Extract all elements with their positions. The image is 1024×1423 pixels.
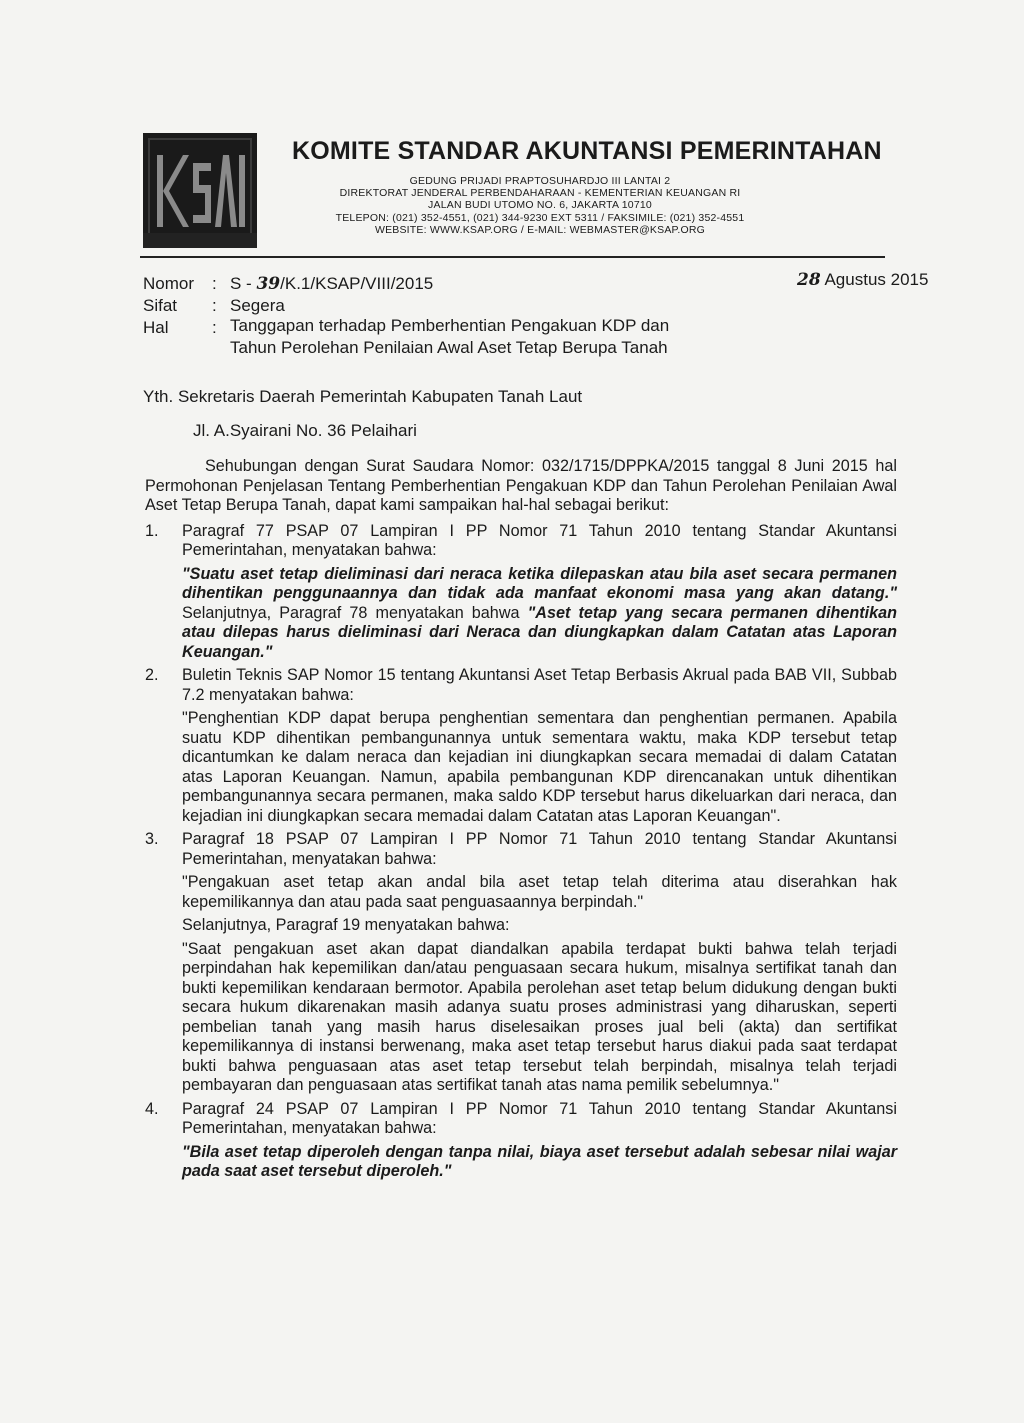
nomor-handwritten: 39 bbox=[256, 274, 281, 294]
item-quote: "Bila aset tetap diperoleh dengan tanpa nilai, biaya aset tersebut adalah sebesar nilai wajar pada saat aset tersebut diperoleh." bbox=[182, 1142, 897, 1180]
item-continuation: Selanjutnya, Paragraf 19 menyatakan bahwa: bbox=[182, 916, 510, 934]
intro-paragraph: Sehubungan dengan Surat Saudara Nomor: 032/1715/DPPKA/2015 tanggal 8 Juni 2015 hal Permohonan Penjelasan Tentang Pemberhentian Pengakuan KDP dan Tahun Perolehan Penilaian Awal Aset Tetap Berupa Tanah, dapat kami sampaikan hal-hal sebagai berikut: bbox=[145, 457, 897, 514]
letter-date bbox=[797, 270, 928, 290]
colon: : bbox=[212, 274, 217, 293]
quote-text: "Suatu aset tetap dieliminasi dari neraca ketika dilepaskan atau bila aset secara permanen dihentikan penggunaannya dan tidak ada manfaat ekonomi masa yang akan datang." bbox=[182, 564, 897, 602]
quote-text: "Aset tetap yang secara permanen dihentikan atau dilepas harus dieliminasi dari Neraca dan diungkapkan dalam Catatan atas Laporan Keuangan." bbox=[182, 603, 898, 661]
item-number: 4. bbox=[145, 1099, 159, 1118]
ksap-logo bbox=[143, 133, 257, 248]
list-item bbox=[145, 666, 897, 826]
nomor-prefix: S - bbox=[230, 274, 252, 293]
item-quote: "Pengakuan aset tetap akan andal bila aset tetap telah diterima atau diserahkan hak kepemilikannya dan atau pada saat penguasaannya berpindah." bbox=[182, 873, 897, 911]
hal-label: Hal bbox=[143, 318, 169, 337]
date-month-year: Agustus 2015 bbox=[824, 270, 929, 289]
item-number: 3. bbox=[145, 830, 159, 848]
hal-line-2: Tahun Perolehan Penilaian Awal Aset Tetap Berupa Tanah bbox=[230, 338, 668, 357]
nomor-value bbox=[230, 273, 433, 295]
list-item bbox=[145, 522, 897, 663]
list-item bbox=[145, 1100, 897, 1182]
item-lead: Paragraf 18 PSAP 07 Lampiran I PP Nomor 71 Tahun 2010 tentang Standar Akuntansi Pemerintahan, menyatakan bahwa: bbox=[182, 830, 897, 868]
date-handwritten-day: 28 bbox=[797, 270, 821, 290]
item-lead: Paragraf 24 PSAP 07 Lampiran I PP Nomor 71 Tahun 2010 tentang Standar Akuntansi Pemerintahan, menyatakan bahwa: bbox=[182, 1099, 897, 1137]
address-line: WEBSITE: WWW.KSAP.ORG / E-MAIL: WEBMASTER@KSAP.ORG bbox=[374, 224, 706, 236]
ksap-logo-mark bbox=[143, 133, 257, 248]
item-quote bbox=[182, 565, 897, 663]
list-item bbox=[145, 830, 897, 1096]
connector-text: Selanjutnya, Paragraf 78 menyatakan bahwa bbox=[182, 603, 528, 622]
letter-body bbox=[145, 457, 897, 1186]
address-line: TELEPON: (021) 352-4551, (021) 344-9230 EXT 5311 / FAKSIMILE: (021) 352-4551 bbox=[335, 212, 745, 224]
sifat-value: Segera bbox=[230, 296, 285, 315]
item-lead: Buletin Teknis SAP Nomor 15 tentang Akuntansi Aset Tetap Berbasis Akrual pada BAB VII, Subbab 7.2 menyatakan bahwa: bbox=[182, 666, 897, 704]
address-line: GEDUNG PRIJADI PRAPTOSUHARDJO III LANTAI 2 bbox=[409, 175, 671, 187]
item-number: 2. bbox=[145, 666, 159, 684]
letterhead-divider bbox=[140, 256, 885, 258]
organization-name: KOMITE STANDAR AKUNTANSI PEMERINTAHAN bbox=[292, 137, 882, 165]
nomor-suffix: /K.1/KSAP/VIII/2015 bbox=[280, 274, 434, 293]
nomor-label: Nomor bbox=[143, 274, 195, 293]
sifat-label: Sifat bbox=[143, 296, 178, 315]
item-number: 1. bbox=[145, 521, 159, 540]
colon: : bbox=[212, 318, 217, 337]
item-quote: "Penghentian KDP dapat berupa penghentian sementara dan penghentian permanen. Apabila suatu KDP dihentikan pembangunannya untuk sementara waktu, maka KDP tersebut tetap dicantumkan ke dalam neraca dan kejadian ini diungkapkan secara memadai di dalam Catatan atas Laporan Keuangan. Namun, apabila pembangunan KDP direncanakan untuk dihentikan pembangunannya secara permanen, maka saldo KDP tersebut harus dikeluarkan dari neraca, dan kejadian ini diungkapkan secara memadai dalam Catatan atas Laporan Keuangan". bbox=[182, 709, 897, 825]
colon: : bbox=[212, 296, 217, 315]
address-line: JALAN BUDI UTOMO NO. 6, JAKARTA 10710 bbox=[428, 199, 652, 211]
recipient-address: Jl. A.Syairani No. 36 Pelaihari bbox=[193, 421, 417, 440]
item-quote: "Saat pengakuan aset akan dapat diandalkan apabila terdapat bukti bahwa telah terjadi perpindahan hak kepemilikan dan/atau penguasaan secara hukum, misalnya sertifikat tanah dan bukti kepemilikan kendaraan bermotor. Apabila perolehan aset tetap belum didukung dengan bukti secara hukum dikarenakan masih adanya suatu proses administrasi yang diharuskan, seperti pembelian tanah yang masih harus diselesaikan proses jual beli (akta) dan sertifikat kepemilikannya di instansi berwenang, maka aset tetap tersebut harus diakui pada saat terdapat bukti bahwa penguasaan atas aset tetap tersebut telah berpindah, misalnya telah terjadi pembayaran dan penguasaan atas sertifikat tanah atas nama pemilik sebelumnya." bbox=[182, 939, 897, 1094]
item-lead: Paragraf 77 PSAP 07 Lampiran I PP Nomor 71 Tahun 2010 tentang Standar Akuntansi Pemerintahan, menyatakan bahwa: bbox=[182, 521, 897, 559]
address-line: DIREKTORAT JENDERAL PERBENDAHARAAN - KEMENTERIAN KEUANGAN RI bbox=[339, 187, 741, 199]
hal-line-1: Tanggapan terhadap Pemberhentian Pengakuan KDP dan bbox=[230, 316, 670, 335]
recipient-line: Yth. Sekretaris Daerah Pemerintah Kabupaten Tanah Laut bbox=[143, 387, 583, 406]
